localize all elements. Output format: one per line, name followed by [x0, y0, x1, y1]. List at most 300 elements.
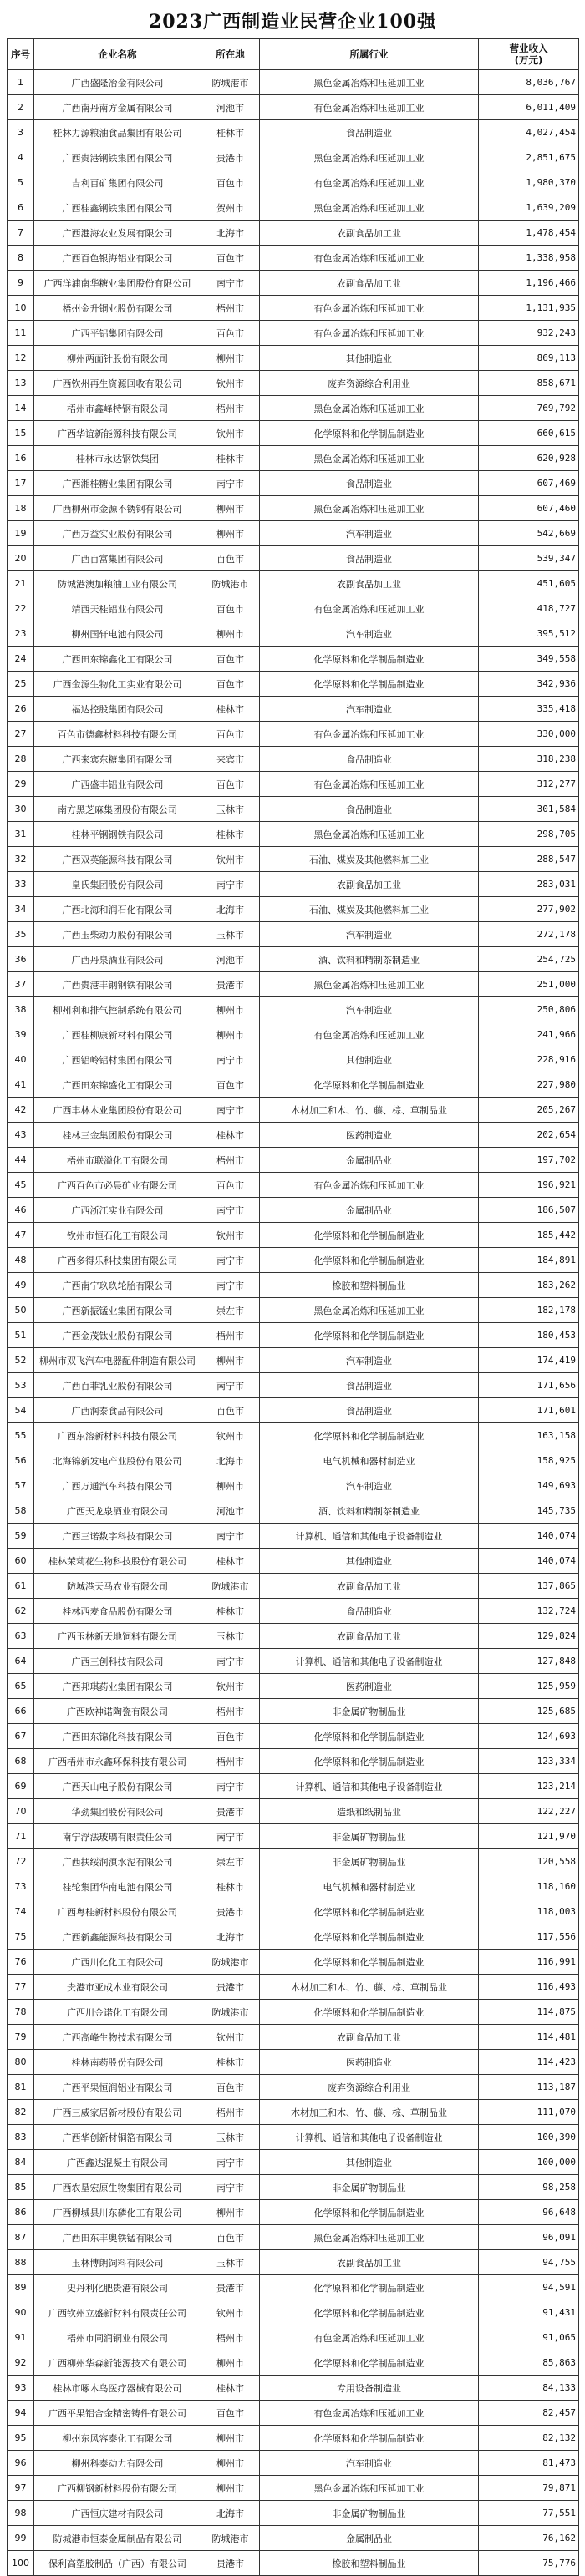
revenue-cell: 145,735	[479, 1498, 579, 1524]
rank-cell: 90	[8, 2300, 34, 2325]
company-name-cell: 广西邦琪药业集团有限公司	[34, 1674, 201, 1699]
revenue-cell: 114,875	[479, 2000, 579, 2025]
rank-cell: 95	[8, 2426, 34, 2451]
company-name-cell: 桂林市永达钢铁集团	[34, 446, 201, 471]
rank-cell: 30	[8, 797, 34, 822]
rank-cell: 82	[8, 2100, 34, 2125]
industry-cell: 化学原料和化学制品制造业	[260, 1072, 479, 1098]
company-name-cell: 广西柳城县川东磷化工有限公司	[34, 2200, 201, 2225]
revenue-cell: 301,584	[479, 797, 579, 822]
company-name-cell: 柳州市双飞汽车电器配件制造有限公司	[34, 1348, 201, 1373]
industry-cell: 汽车制造业	[260, 521, 479, 546]
company-name-cell: 桂林茉莉花生物科技股份有限公司	[34, 1549, 201, 1574]
rank-cell: 41	[8, 1072, 34, 1098]
city-cell: 百色市	[201, 246, 260, 271]
industry-cell: 化学原料和化学制品制造业	[260, 2275, 479, 2300]
table-row	[8, 1724, 579, 1749]
company-name-cell: 广西扶绥润滇水泥有限公司	[34, 1849, 201, 1874]
city-cell: 百色市	[201, 2075, 260, 2100]
city-cell: 梧州市	[201, 396, 260, 421]
company-name-cell: 广西农垦宏原生物集团有限公司	[34, 2175, 201, 2200]
city-cell: 百色市	[201, 1072, 260, 1098]
industry-cell: 食品制造业	[260, 797, 479, 822]
company-name-cell: 广西平果铝合金精密铸件有限公司	[34, 2401, 201, 2426]
revenue-cell: 869,113	[479, 346, 579, 371]
company-name-cell: 广西恒庆建材有限公司	[34, 2501, 201, 2526]
industry-cell: 黑色金属冶炼和压延加工业	[260, 496, 479, 521]
company-name-cell: 防城港天马农业有限公司	[34, 1574, 201, 1599]
revenue-cell: 312,277	[479, 772, 579, 797]
company-name-cell: 广西贵港钢铁集团有限公司	[34, 145, 201, 170]
industry-cell: 有色金属冶炼和压延加工业	[260, 321, 479, 346]
revenue-cell: 1,131,935	[479, 296, 579, 321]
revenue-cell: 183,262	[479, 1273, 579, 1298]
industry-cell: 汽车制造业	[260, 621, 479, 647]
table-row	[8, 1473, 579, 1498]
industry-cell: 黑色金属冶炼和压延加工业	[260, 1298, 479, 1323]
table-row	[8, 2526, 579, 2551]
table-row	[8, 1248, 579, 1273]
industry-cell: 汽车制造业	[260, 1473, 479, 1498]
city-cell: 柳州市	[201, 1022, 260, 1047]
industry-cell: 食品制造业	[260, 471, 479, 496]
rank-cell: 71	[8, 1824, 34, 1849]
table-row	[8, 1649, 579, 1674]
table-row	[8, 847, 579, 872]
table-row	[8, 2501, 579, 2526]
rank-cell: 26	[8, 697, 34, 722]
revenue-cell: 8,036,767	[479, 70, 579, 95]
rank-cell: 87	[8, 2225, 34, 2250]
rank-cell: 73	[8, 1874, 34, 1899]
industry-cell: 非金属矿物制品业	[260, 1849, 479, 1874]
company-name-cell: 广西金茂钛业股份有限公司	[34, 1323, 201, 1348]
city-cell: 贵港市	[201, 972, 260, 997]
industry-cell: 农副食品加工业	[260, 872, 479, 897]
company-name-cell: 广西柳州市金源不锈钢有限公司	[34, 496, 201, 521]
city-cell: 北海市	[201, 2501, 260, 2526]
rank-cell: 10	[8, 296, 34, 321]
industry-cell: 农副食品加工业	[260, 2025, 479, 2050]
company-name-cell: 广西多得乐科技集团有限公司	[34, 1248, 201, 1273]
city-cell: 防城港市	[201, 70, 260, 95]
industry-cell: 食品制造业	[260, 747, 479, 772]
table-row	[8, 2225, 579, 2250]
industry-cell: 化学原料和化学制品制造业	[260, 1924, 479, 1950]
rank-cell: 46	[8, 1198, 34, 1223]
industry-cell: 电气机械和器材制造业	[260, 1448, 479, 1473]
company-name-cell: 广西东溶新材料科技有限公司	[34, 1423, 201, 1448]
city-cell: 百色市	[201, 1398, 260, 1423]
table-row	[8, 321, 579, 346]
industry-cell: 黑色金属冶炼和压延加工业	[260, 2225, 479, 2250]
table-row	[8, 271, 579, 296]
industry-cell: 化学原料和化学制品制造业	[260, 1323, 479, 1348]
table-row	[8, 496, 579, 521]
company-name-cell: 广西润泰食品有限公司	[34, 1398, 201, 1423]
table-row	[8, 1549, 579, 1574]
city-cell: 防城港市	[201, 571, 260, 596]
city-cell: 梧州市	[201, 1323, 260, 1348]
city-cell: 南宁市	[201, 1198, 260, 1223]
revenue-cell: 120,558	[479, 1849, 579, 1874]
company-name-cell: 福达控股集团有限公司	[34, 697, 201, 722]
city-cell: 桂林市	[201, 2050, 260, 2075]
rank-cell: 6	[8, 195, 34, 221]
rank-cell: 100	[8, 2551, 34, 2576]
city-cell: 钦州市	[201, 421, 260, 446]
company-name-cell: 桂林市啄木鸟医疗器械有限公司	[34, 2376, 201, 2401]
company-name-cell: 广西田东锦鑫化工有限公司	[34, 647, 201, 672]
industry-cell: 黑色金属冶炼和压延加工业	[260, 396, 479, 421]
rank-cell: 86	[8, 2200, 34, 2225]
industry-cell: 木材加工和木、竹、藤、棕、草制品业	[260, 1975, 479, 2000]
city-cell: 贺州市	[201, 195, 260, 221]
table-row	[8, 2250, 579, 2275]
city-cell: 柳州市	[201, 346, 260, 371]
page-title: 2023广西制造业民营企业100强	[148, 11, 437, 33]
rank-cell: 40	[8, 1047, 34, 1072]
table-row	[8, 922, 579, 947]
table-row	[8, 2401, 579, 2426]
industry-cell: 农副食品加工业	[260, 2250, 479, 2275]
company-name-cell: 广西新振锰业集团有限公司	[34, 1298, 201, 1323]
rank-cell: 18	[8, 496, 34, 521]
company-name-cell: 梧州金升铜业股份有限公司	[34, 296, 201, 321]
industry-cell: 食品制造业	[260, 1373, 479, 1398]
city-cell: 百色市	[201, 1724, 260, 1749]
rank-cell: 64	[8, 1649, 34, 1674]
industry-cell: 木材加工和木、竹、藤、棕、草制品业	[260, 2100, 479, 2125]
rank-cell: 15	[8, 421, 34, 446]
company-name-cell: 华劲集团股份有限公司	[34, 1799, 201, 1824]
rank-cell: 67	[8, 1724, 34, 1749]
table-body	[8, 70, 579, 2576]
industry-cell: 化学原料和化学制品制造业	[260, 1248, 479, 1273]
table-row	[8, 1373, 579, 1398]
revenue-cell: 163,158	[479, 1423, 579, 1448]
city-cell: 河池市	[201, 1498, 260, 1524]
company-name-cell: 广西洋浦南华糖业集团股份有限公司	[34, 271, 201, 296]
industry-cell: 橡胶和塑料制品业	[260, 1273, 479, 1298]
company-name-cell: 广西盛隆冶金有限公司	[34, 70, 201, 95]
company-name-cell: 桂林西麦食品股份有限公司	[34, 1599, 201, 1624]
industry-cell: 化学原料和化学制品制造业	[260, 2350, 479, 2376]
city-cell: 梧州市	[201, 1699, 260, 1724]
company-name-cell: 广西三创科技有限公司	[34, 1649, 201, 1674]
industry-cell: 黑色金属冶炼和压延加工业	[260, 195, 479, 221]
revenue-cell: 607,460	[479, 496, 579, 521]
city-cell: 钦州市	[201, 847, 260, 872]
table-row	[8, 296, 579, 321]
table-row	[8, 1223, 579, 1248]
revenue-cell: 77,551	[479, 2501, 579, 2526]
industry-cell: 化学原料和化学制品制造业	[260, 1223, 479, 1248]
city-cell: 北海市	[201, 221, 260, 246]
industry-cell: 食品制造业	[260, 120, 479, 145]
company-name-cell: 广西万通汽车科技有限公司	[34, 1473, 201, 1498]
revenue-cell: 288,547	[479, 847, 579, 872]
industry-cell: 化学原料和化学制品制造业	[260, 2300, 479, 2325]
industry-cell: 黑色金属冶炼和压延加工业	[260, 2476, 479, 2501]
table-row	[8, 120, 579, 145]
table-row	[8, 2376, 579, 2401]
city-cell: 桂林市	[201, 2376, 260, 2401]
industry-cell: 有色金属冶炼和压延加工业	[260, 1173, 479, 1198]
industry-cell: 食品制造业	[260, 1398, 479, 1423]
revenue-cell: 174,419	[479, 1348, 579, 1373]
rank-cell: 93	[8, 2376, 34, 2401]
company-name-cell: 广西平果恒润铝业有限公司	[34, 2075, 201, 2100]
rank-cell: 24	[8, 647, 34, 672]
city-cell: 南宁市	[201, 471, 260, 496]
industry-cell: 食品制造业	[260, 1599, 479, 1624]
rank-cell: 20	[8, 546, 34, 571]
industry-cell: 橡胶和塑料制品业	[260, 2551, 479, 2576]
industry-cell: 计算机、通信和其他电子设备制造业	[260, 2125, 479, 2150]
table-row	[8, 221, 579, 246]
company-name-cell: 史丹利化肥贵港有限公司	[34, 2275, 201, 2300]
table-row	[8, 897, 579, 922]
city-cell: 防城港市	[201, 1574, 260, 1599]
industry-cell: 汽车制造业	[260, 697, 479, 722]
company-name-cell: 防城港澳加粮油工业有限公司	[34, 571, 201, 596]
city-cell: 玉林市	[201, 2125, 260, 2150]
city-cell: 南宁市	[201, 1524, 260, 1549]
industry-cell: 有色金属冶炼和压延加工业	[260, 2325, 479, 2350]
company-name-cell: 吉利百矿集团有限公司	[34, 170, 201, 195]
city-cell: 桂林市	[201, 1599, 260, 1624]
revenue-cell: 91,065	[479, 2325, 579, 2350]
industry-cell: 汽车制造业	[260, 922, 479, 947]
revenue-cell: 660,615	[479, 421, 579, 446]
city-cell: 桂林市	[201, 1549, 260, 1574]
table-row	[8, 972, 579, 997]
revenue-cell: 186,507	[479, 1198, 579, 1223]
rank-cell: 38	[8, 997, 34, 1022]
city-cell: 南宁市	[201, 872, 260, 897]
header-revenue-line2: (万元)	[514, 54, 543, 66]
industry-cell: 黑色金属冶炼和压延加工业	[260, 446, 479, 471]
company-name-cell: 广西丰林木业集团股份有限公司	[34, 1098, 201, 1123]
industry-cell: 有色金属冶炼和压延加工业	[260, 722, 479, 747]
table-row	[8, 1448, 579, 1473]
company-name-cell: 广西川金诺化工有限公司	[34, 2000, 201, 2025]
company-name-cell: 广西田东锦盛化工有限公司	[34, 1072, 201, 1098]
company-name-cell: 柳州国轩电池有限公司	[34, 621, 201, 647]
revenue-cell: 94,755	[479, 2250, 579, 2275]
rank-cell: 2	[8, 95, 34, 120]
table-row	[8, 621, 579, 647]
table-row	[8, 2451, 579, 2476]
table-row	[8, 1047, 579, 1072]
company-name-cell: 广西鑫达混凝土有限公司	[34, 2150, 201, 2175]
revenue-cell: 418,727	[479, 596, 579, 621]
company-name-cell: 贵港市亚成木业有限公司	[34, 1975, 201, 2000]
revenue-cell: 318,238	[479, 747, 579, 772]
company-name-cell: 梧州市联溢化工有限公司	[34, 1148, 201, 1173]
company-name-cell: 广西天山电子股份有限公司	[34, 1774, 201, 1799]
company-name-cell: 广西丹泉酒业有限公司	[34, 947, 201, 972]
company-name-cell: 广西盛丰铝业有限公司	[34, 772, 201, 797]
city-cell: 百色市	[201, 722, 260, 747]
revenue-cell: 114,481	[479, 2025, 579, 2050]
industry-cell: 有色金属冶炼和压延加工业	[260, 246, 479, 271]
revenue-cell: 91,431	[479, 2300, 579, 2325]
rank-cell: 59	[8, 1524, 34, 1549]
rank-cell: 4	[8, 145, 34, 170]
table-row	[8, 1574, 579, 1599]
industry-cell: 其他制造业	[260, 1549, 479, 1574]
revenue-cell: 123,334	[479, 1749, 579, 1774]
industry-cell: 黑色金属冶炼和压延加工业	[260, 70, 479, 95]
rank-cell: 96	[8, 2451, 34, 2476]
city-cell: 梧州市	[201, 296, 260, 321]
industry-cell: 汽车制造业	[260, 2451, 479, 2476]
company-name-cell: 桂林平钢钢铁有限公司	[34, 822, 201, 847]
revenue-cell: 1,980,370	[479, 170, 579, 195]
rank-cell: 8	[8, 246, 34, 271]
table-row	[8, 2050, 579, 2075]
rank-cell: 31	[8, 822, 34, 847]
city-cell: 南宁市	[201, 1248, 260, 1273]
revenue-cell: 251,000	[479, 972, 579, 997]
table-header-row	[8, 39, 579, 70]
revenue-cell: 182,178	[479, 1298, 579, 1323]
industry-cell: 废弃资源综合利用业	[260, 2075, 479, 2100]
city-cell: 南宁市	[201, 1373, 260, 1398]
industry-cell: 医药制造业	[260, 2050, 479, 2075]
industry-cell: 造纸和纸制品业	[260, 1799, 479, 1824]
revenue-cell: 202,654	[479, 1123, 579, 1148]
city-cell: 贵港市	[201, 1975, 260, 2000]
industry-cell: 石油、煤炭及其他燃料加工业	[260, 897, 479, 922]
revenue-cell: 125,685	[479, 1699, 579, 1724]
rank-cell: 55	[8, 1423, 34, 1448]
rank-cell: 14	[8, 396, 34, 421]
industry-cell: 化学原料和化学制品制造业	[260, 672, 479, 697]
revenue-cell: 114,423	[479, 2050, 579, 2075]
table-row	[8, 1072, 579, 1098]
rank-cell: 29	[8, 772, 34, 797]
revenue-cell: 607,469	[479, 471, 579, 496]
company-name-cell: 广西双英能源科技有限公司	[34, 847, 201, 872]
city-cell: 来宾市	[201, 747, 260, 772]
header-revenue-line1: 营业收入	[509, 43, 548, 54]
industry-cell: 有色金属冶炼和压延加工业	[260, 772, 479, 797]
company-name-cell: 柳州东风容泰化工有限公司	[34, 2426, 201, 2451]
city-cell: 百色市	[201, 772, 260, 797]
revenue-cell: 171,601	[479, 1398, 579, 1423]
industry-cell: 木材加工和木、竹、藤、棕、草制品业	[260, 1098, 479, 1123]
industry-cell: 其他制造业	[260, 346, 479, 371]
industry-cell: 金属制品业	[260, 1148, 479, 1173]
revenue-cell: 82,457	[479, 2401, 579, 2426]
industry-cell: 酒、饮料和精制茶制造业	[260, 947, 479, 972]
city-cell: 南宁市	[201, 2150, 260, 2175]
company-name-cell: 广西玉柴动力股份有限公司	[34, 922, 201, 947]
city-cell: 钦州市	[201, 1223, 260, 1248]
city-cell: 贵港市	[201, 145, 260, 170]
table-row	[8, 647, 579, 672]
city-cell: 防城港市	[201, 2000, 260, 2025]
industry-cell: 医药制造业	[260, 1674, 479, 1699]
header-city: 所在地	[201, 39, 260, 70]
header-rank: 序号	[8, 39, 34, 70]
industry-cell: 废弃资源综合利用业	[260, 371, 479, 396]
rank-cell: 85	[8, 2175, 34, 2200]
city-cell: 柳州市	[201, 1348, 260, 1373]
rank-cell: 89	[8, 2275, 34, 2300]
revenue-cell: 100,390	[479, 2125, 579, 2150]
rank-cell: 25	[8, 672, 34, 697]
company-name-cell: 广西来宾东糖集团有限公司	[34, 747, 201, 772]
city-cell: 桂林市	[201, 120, 260, 145]
rank-cell: 68	[8, 1749, 34, 1774]
table-row	[8, 1674, 579, 1699]
table-row	[8, 95, 579, 120]
company-name-cell: 广西铝岭铝材集团有限公司	[34, 1047, 201, 1072]
company-name-cell: 广西桂鑫钢铁集团有限公司	[34, 195, 201, 221]
rank-cell: 78	[8, 2000, 34, 2025]
table-row	[8, 1799, 579, 1824]
table-row	[8, 2150, 579, 2175]
company-name-cell: 广西百富集团有限公司	[34, 546, 201, 571]
rank-cell: 58	[8, 1498, 34, 1524]
rank-cell: 3	[8, 120, 34, 145]
city-cell: 玉林市	[201, 797, 260, 822]
city-cell: 贵港市	[201, 2551, 260, 2576]
company-name-cell: 靖西天桂铝业有限公司	[34, 596, 201, 621]
city-cell: 桂林市	[201, 1874, 260, 1899]
revenue-cell: 85,863	[479, 2350, 579, 2376]
rank-cell: 97	[8, 2476, 34, 2501]
city-cell: 玉林市	[201, 922, 260, 947]
rank-cell: 52	[8, 1348, 34, 1373]
city-cell: 桂林市	[201, 697, 260, 722]
revenue-cell: 116,493	[479, 1975, 579, 2000]
industry-cell: 专用设备制造业	[260, 2376, 479, 2401]
industry-cell: 黑色金属冶炼和压延加工业	[260, 822, 479, 847]
rank-cell: 12	[8, 346, 34, 371]
city-cell: 桂林市	[201, 1123, 260, 1148]
revenue-cell: 858,671	[479, 371, 579, 396]
company-name-cell: 南方黑芝麻集团股份有限公司	[34, 797, 201, 822]
rank-cell: 61	[8, 1574, 34, 1599]
industry-cell: 汽车制造业	[260, 997, 479, 1022]
table-row	[8, 396, 579, 421]
industry-cell: 其他制造业	[260, 1047, 479, 1072]
revenue-cell: 250,806	[479, 997, 579, 1022]
company-name-cell: 广西新鑫能源科技有限公司	[34, 1924, 201, 1950]
industry-cell: 电气机械和器材制造业	[260, 1874, 479, 1899]
rank-cell: 1	[8, 70, 34, 95]
revenue-cell: 283,031	[479, 872, 579, 897]
rank-cell: 39	[8, 1022, 34, 1047]
table-row	[8, 1924, 579, 1950]
industry-cell: 化学原料和化学制品制造业	[260, 1950, 479, 1975]
rank-cell: 22	[8, 596, 34, 621]
rank-cell: 57	[8, 1473, 34, 1498]
company-name-cell: 广西万益实业股份有限公司	[34, 521, 201, 546]
city-cell: 百色市	[201, 321, 260, 346]
city-cell: 百色市	[201, 1173, 260, 1198]
rank-cell: 74	[8, 1899, 34, 1924]
industry-cell: 汽车制造业	[260, 1348, 479, 1373]
city-cell: 百色市	[201, 672, 260, 697]
revenue-cell: 123,214	[479, 1774, 579, 1799]
industry-cell: 化学原料和化学制品制造业	[260, 421, 479, 446]
